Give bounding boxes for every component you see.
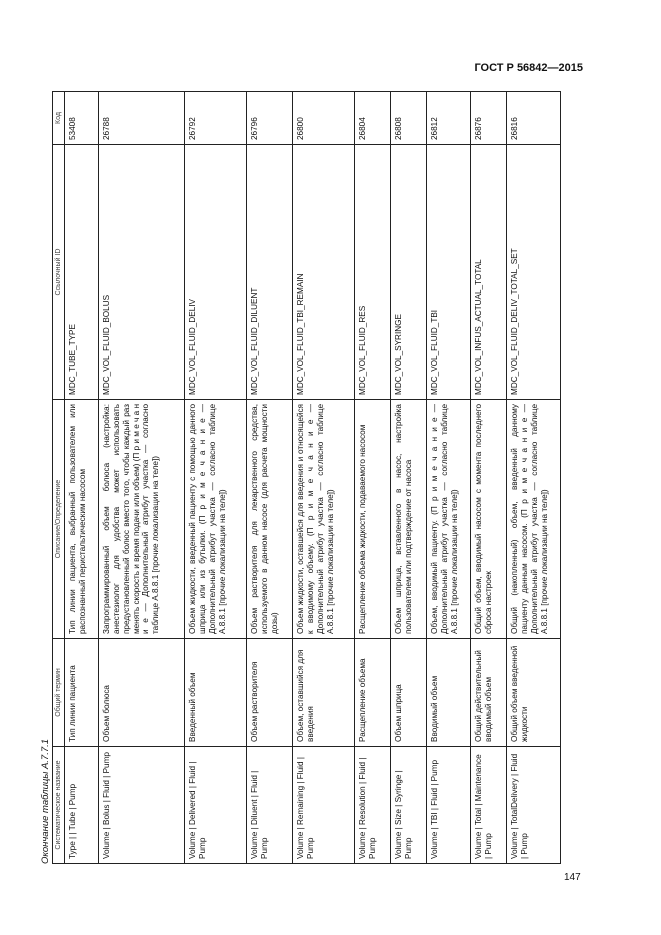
cell-systematic-name: Volume | Delivered | Fluid | Pump [185,747,247,864]
table-row [391,92,427,864]
cell-reference-id: MDC_VOL_FLUID_DELIV_TOTAL_SET [507,145,561,400]
cell-code: 26796 [247,92,293,145]
cell-common-term: Расщепление объема [355,639,391,747]
cell-reference-id: MDC_VOL_INFUS_ACTUAL_TOTAL [471,145,507,400]
table-row [355,92,391,864]
cell-common-term: Общий действительный вводимый объем [471,639,507,747]
cell-code: 26816 [507,92,561,145]
page-number: 147 [564,872,581,883]
cell-description: Объем жидкости, оставшейся для введения и относящейся к вводимому объему. (П р и м е ч а н и е — Дополнительный атрибут участка — согласно таблице А.8.8.1 [прочие локализации на теле]) [293,400,355,639]
cell-reference-id: MDC_VOL_FLUID_TBI [427,145,471,400]
column-header-reference-id: Ссылочный ID [53,145,65,400]
cell-reference-id: MDC_VOL_FLUID_DILUENT [247,145,293,400]
cell-description: Объем жидкости, введенный пациенту с помощью данного шприца или из бутылки. (П р и м е ч а н и е — Дополнительный атрибут участка — согласно таблице А.8.8.1 [прочие локализации на теле]) [185,400,247,639]
column-header-systematic-name: Систематическое название [53,747,65,864]
cell-common-term: Тип линии пациента [65,639,99,747]
cell-common-term: Объем шприца [391,639,427,747]
cell-code: 26792 [185,92,247,145]
cell-systematic-name: Volume | TotalDelivery | Fluid | Pump [507,747,561,864]
cell-reference-id: MDC_TUBE_TYPE [65,145,99,400]
cell-common-term: Введенный объем [185,639,247,747]
cell-description: Объем растворителя для лекарственного средства, используемого в данном насосе (для расчета мощности дозы) [247,400,293,639]
cell-description: Общий (накопленный) объем, введенный данному пациенту данным насосом. (П р и м е ч а н и е — Дополнительный атрибут участка — согласно таблице А.8.8.1 [прочие локализации на теле]) [507,400,561,639]
cell-systematic-name: Volume | Remaining | Fluid | Pump [293,747,355,864]
table-caption: Окончание таблицы А.7.7.1 [40,738,51,864]
cell-reference-id: MDC_VOL_FLUID_RES [355,145,391,400]
column-header-common-term: Общий термин [53,639,65,747]
cell-description: Запрограммированный объем болюса (настройка: анестезиолог для удобства может использовать предустановленный болюс вместо того, чтобы каждый раз менять скорость и время подачи или объем) (П р и м е ч а н и е — Дополнительный атрибут участка — согласно таблице А.8.8.1 [прочие локализации на теле]) [99,400,185,639]
cell-description: Объем, вводимый пациенту. (П р и м е ч а н и е — Дополнительный атрибут участка — согласно таблице А.8.8.1 [прочие локализации на теле]) [427,400,471,639]
table-row [471,92,507,864]
cell-code: 26812 [427,92,471,145]
cell-common-term: Объем болюса [99,639,185,747]
cell-description: Общий объем, вводимый насосом с момента последнего сброса настроек [471,400,507,639]
cell-reference-id: MDC_VOL_FLUID_BOLUS [99,145,185,400]
table-row [247,92,293,864]
table-header-row [53,92,65,864]
cell-code: 26804 [355,92,391,145]
terms-table [52,91,561,864]
landscape-content [38,92,583,864]
cell-systematic-name: Volume | Resolution | Fluid | Pump [355,747,391,864]
cell-code: 53408 [65,92,99,145]
cell-systematic-name: Volume | TBI | Fluid | Pump [427,747,471,864]
cell-systematic-name: Volume | Diluent | Fluid | Pump [247,747,293,864]
rotated-page-content [38,92,583,864]
cell-common-term: Общий объем введенной жидкости [507,639,561,747]
cell-reference-id: MDC_VOL_FLUID_TBI_REMAIN [293,145,355,400]
cell-common-term: Объем, оставшийся для введения [293,639,355,747]
cell-description: Тип линии пациента, выбранный пользователем или распознанный перистальтическим насосом [65,400,99,639]
cell-description: Объем шприца, вставленного в насос, настройка пользователем или подтверждение от насоса [391,400,427,639]
cell-code: 26808 [391,92,427,145]
cell-systematic-name: Volume | Total | Maintenance | Pump [471,747,507,864]
document-standard-header: ГОСТ Р 56842—2015 [474,62,583,74]
table-row [507,92,561,864]
cell-code: 26788 [99,92,185,145]
cell-systematic-name: Volume | Bolus | Fluid | Pump [99,747,185,864]
table-row [65,92,99,864]
table-row [427,92,471,864]
cell-common-term: Вводимый объем [427,639,471,747]
cell-code: 26800 [293,92,355,145]
cell-reference-id: MDC_VOL_SYRINGE [391,145,427,400]
cell-systematic-name: Volume | Size | Syringe | Pump [391,747,427,864]
table-row [185,92,247,864]
column-header-description: Описание/Определение [53,400,65,639]
cell-description: Расщепление объема жидкости, подаваемого насосом [355,400,391,639]
cell-common-term: Объем растворителя [247,639,293,747]
cell-reference-id: MDC_VOL_FLUID_DELIV [185,145,247,400]
cell-systematic-name: Type | | Tube | Pump [65,747,99,864]
column-header-code: Код [53,92,65,145]
table-row [99,92,185,864]
table-row [293,92,355,864]
cell-code: 26876 [471,92,507,145]
